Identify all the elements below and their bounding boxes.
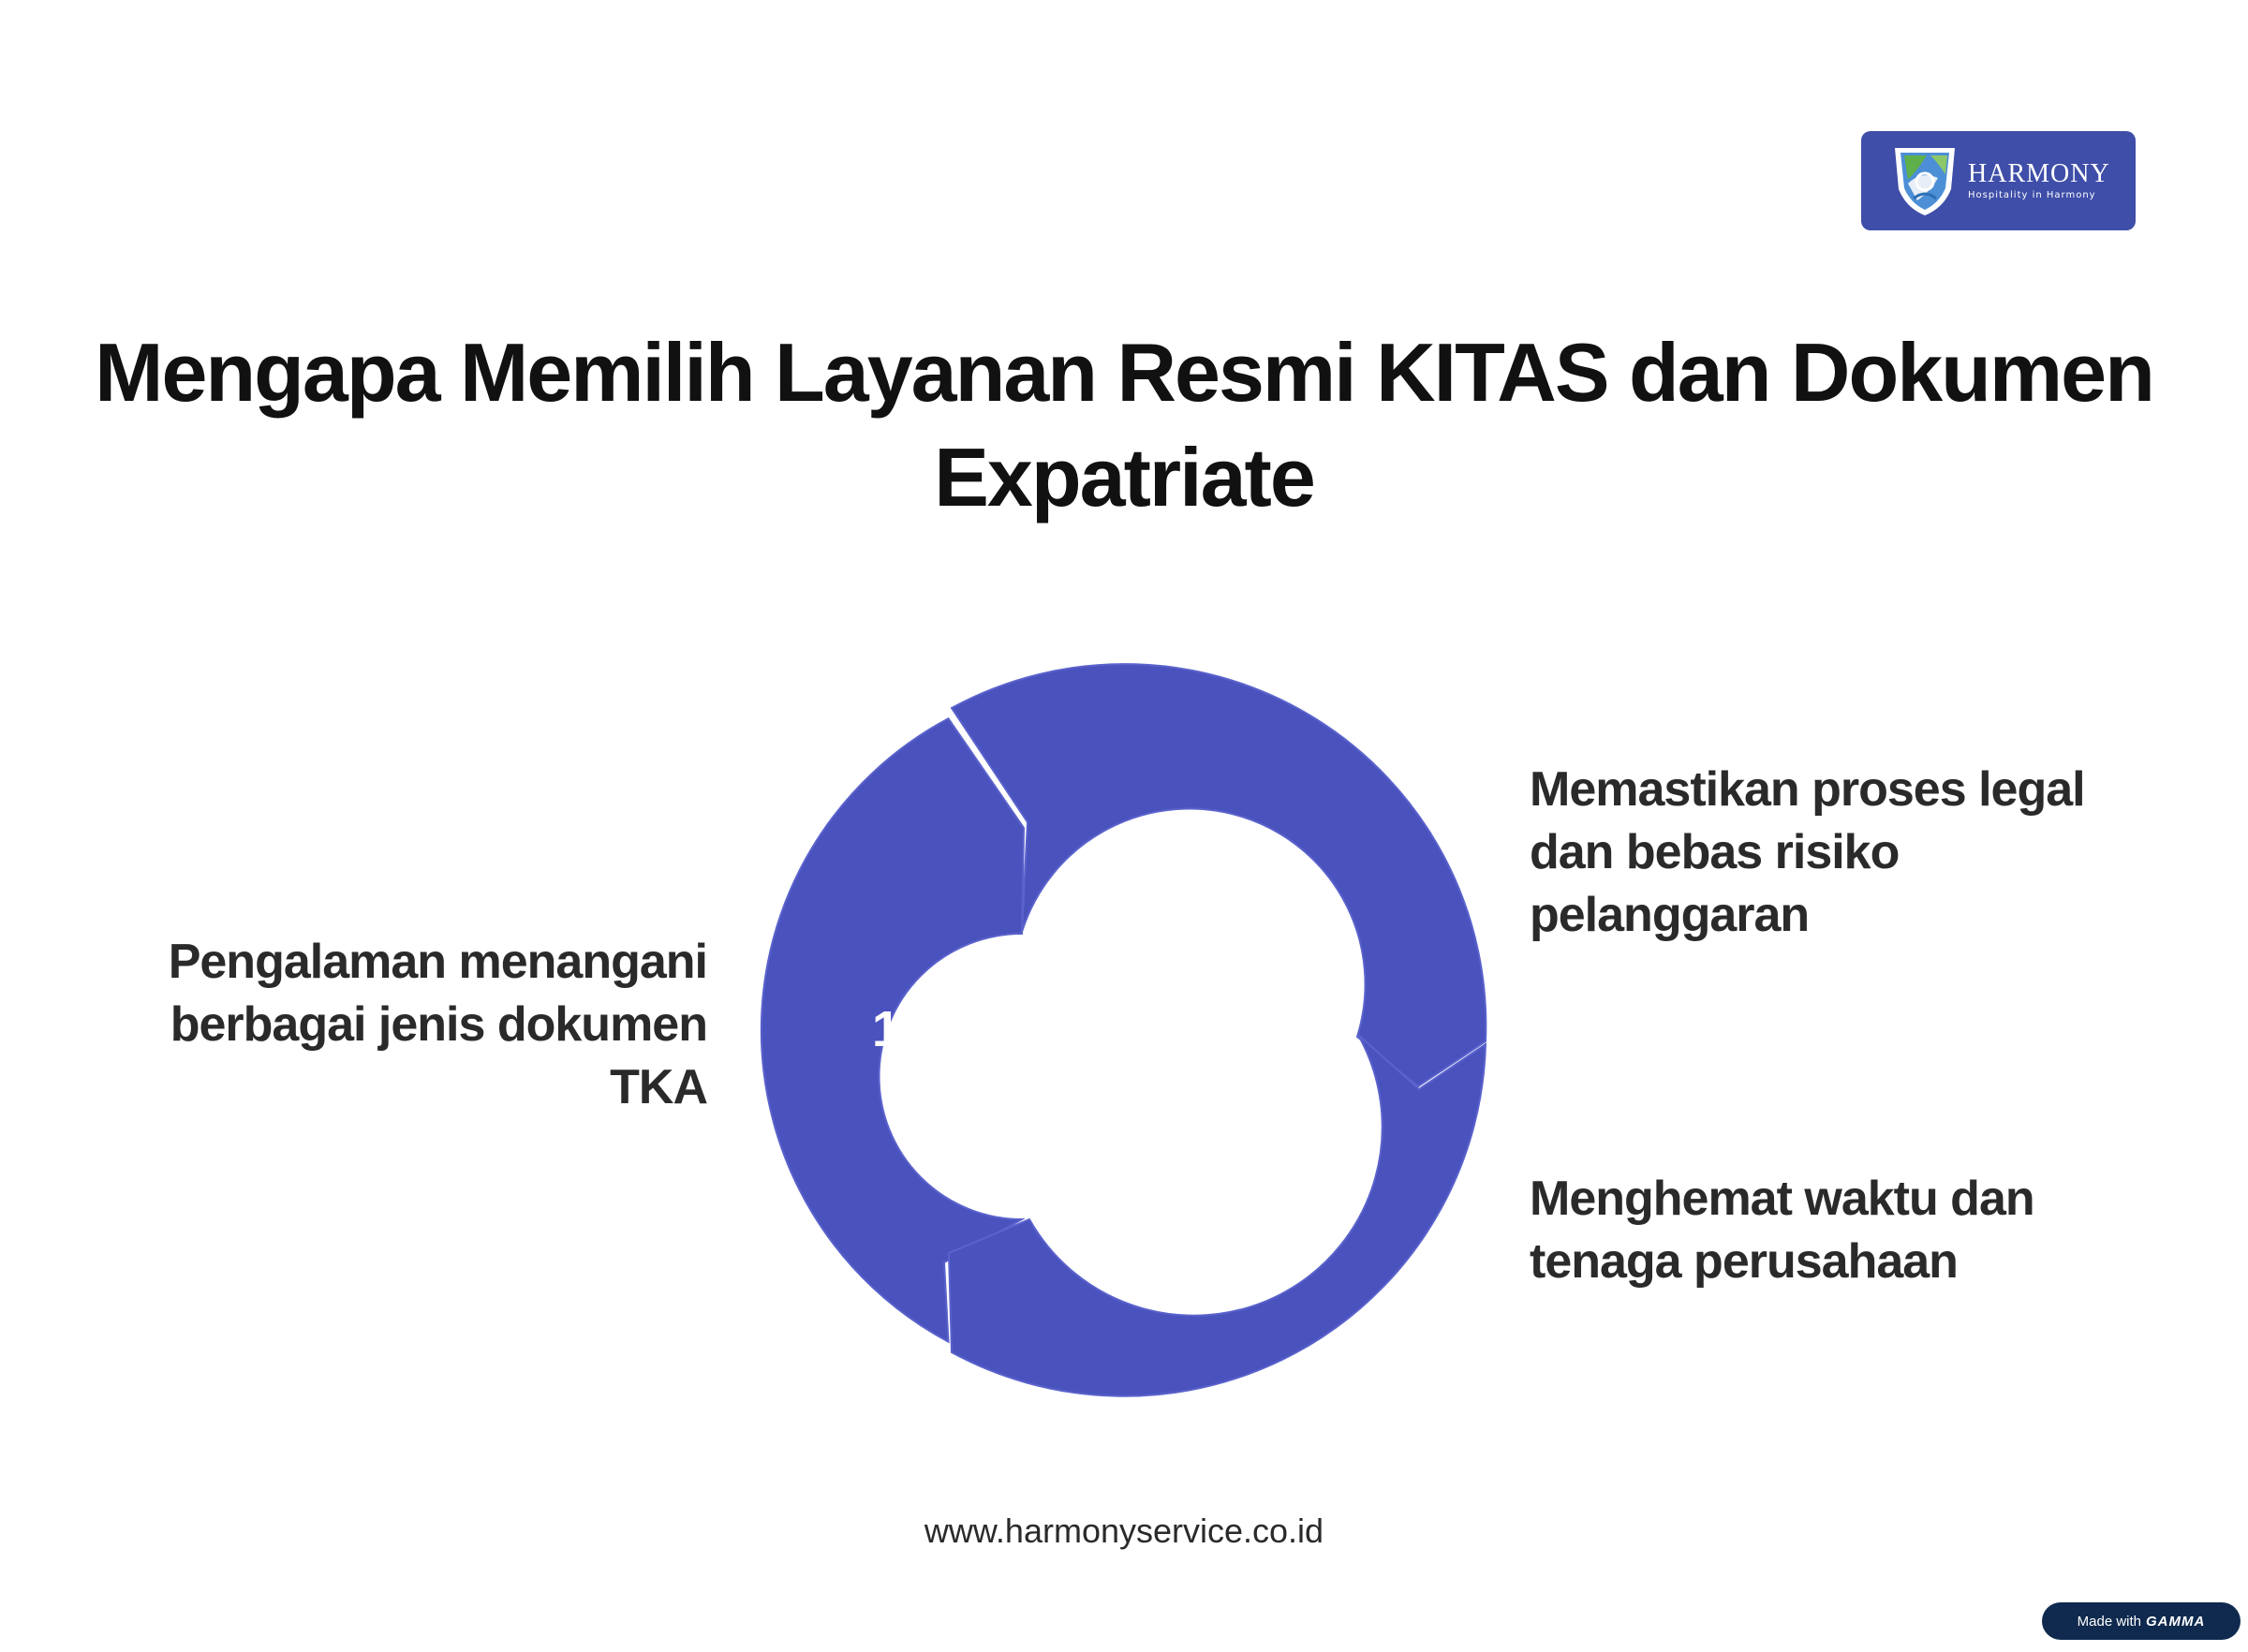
badge-prefix: Made with bbox=[2077, 1613, 2142, 1630]
cycle-segment-2 bbox=[952, 664, 1486, 1086]
logo-text bbox=[1968, 159, 2110, 202]
shield-icon bbox=[1889, 142, 1960, 219]
segment-number-1: 1 bbox=[871, 1001, 901, 1057]
logo-tagline: Hospitality in Harmony bbox=[1968, 190, 2096, 200]
point-3-text: Menghemat waktu dan tenaga perusahaan bbox=[1530, 1172, 2034, 1289]
website-url: www.harmonyservice.co.id bbox=[924, 1512, 1324, 1550]
segment-number-2: 2 bbox=[1278, 852, 1308, 908]
segment-number-3: 3 bbox=[1201, 1231, 1231, 1287]
page-title: Mengapa Memilih Layanan Resmi KITAS dan Dokumen Expatriate bbox=[95, 326, 2153, 524]
made-with-gamma-badge[interactable] bbox=[2042, 1602, 2241, 1640]
gamma-brand: GAMMA bbox=[2146, 1613, 2206, 1630]
cycle-segment-3 bbox=[949, 1035, 1486, 1396]
harmony-logo bbox=[1861, 131, 2136, 230]
cycle-diagram bbox=[749, 656, 1499, 1405]
logo-name: HARMONY bbox=[1968, 159, 2110, 188]
point-2-text: Memastikan proses legal dan bebas risiko pelanggaran bbox=[1530, 762, 2085, 942]
point-1-text: Pengalaman menangani berbagai jenis dokumen TKA bbox=[168, 935, 707, 1114]
